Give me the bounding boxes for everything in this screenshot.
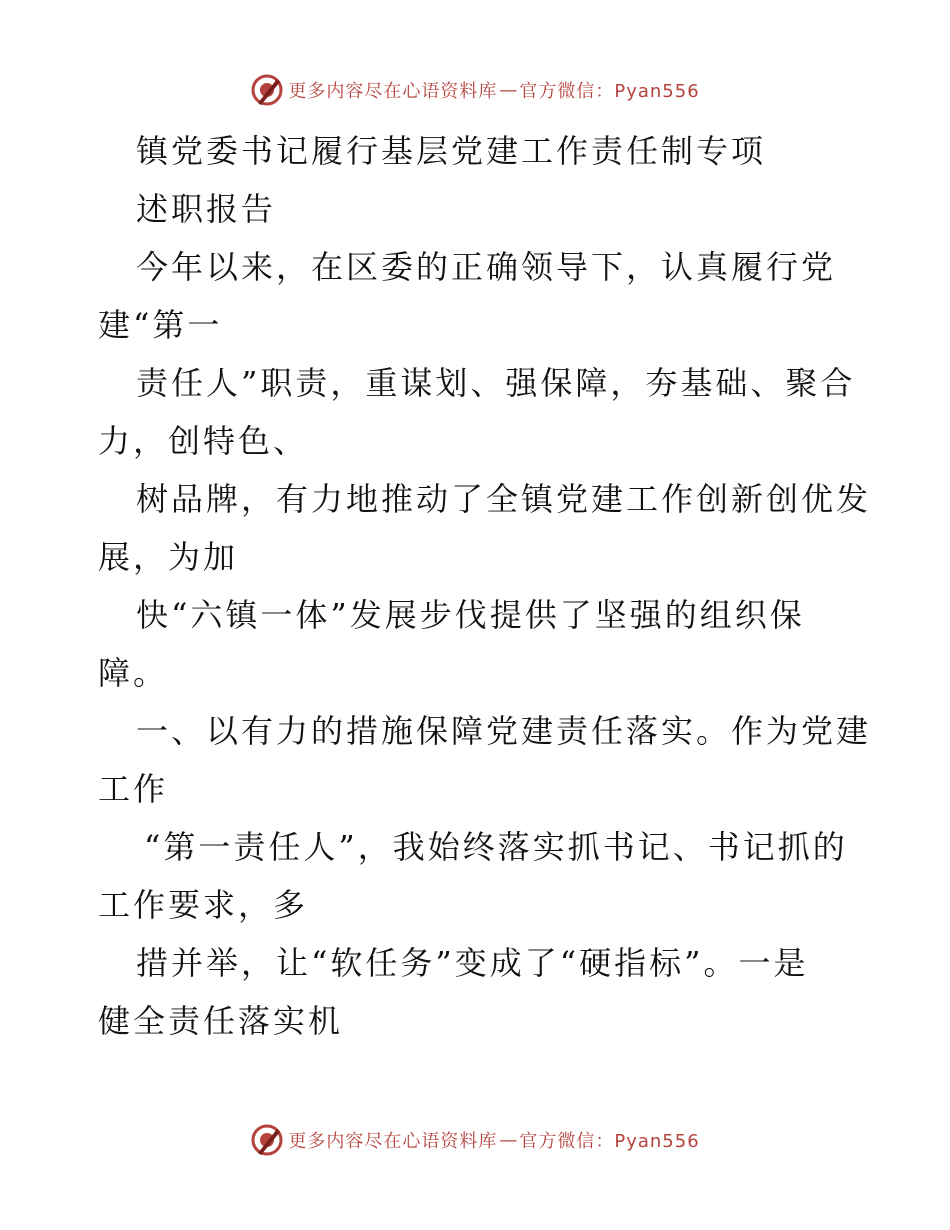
footer-banner [0,1120,950,1160]
section-heading-line: 一、以有力的措施保障党建责任落实。作为党建 [136,712,872,750]
paragraph-line: 工作 [98,770,169,808]
quill-seal-icon [250,1123,284,1157]
header-banner [0,70,950,110]
doc-title-line-2: 述职报告 [136,190,277,228]
paragraph-line: 树品牌，有力地推动了全镇党建工作创新创优发 [136,480,872,518]
paragraph-line: 今年以来，在区委的正确领导下，认真履行党 [136,248,837,286]
paragraph-line: 障。 [98,654,169,692]
paragraph-line: “第一责任人”，我始终落实抓书记、书记抓的 [144,828,848,866]
quill-seal-icon [250,73,284,107]
paragraph-line: 责任人”职责，重谋划、强保障，夯基础、聚合 [136,364,856,402]
paragraph-line: 措并举，让“软任务”变成了“硬指标”。一是 [136,944,809,982]
paragraph-line: 快“六镇一体”发展步伐提供了坚强的组织保 [136,596,805,634]
paragraph-line: 展，为加 [98,538,239,576]
doc-title-line-1: 镇党委书记履行基层党建工作责任制专项 [136,132,767,170]
paragraph-line: 健全责任落实机 [98,1002,344,1040]
paragraph-line: 力，创特色、 [98,422,309,460]
banner-dash: — [499,1129,518,1151]
banner-wechat: 官方微信：Pyan556 [519,81,700,102]
paragraph-line: 工作要求，多 [98,886,309,924]
banner-dash: — [499,79,518,101]
banner-slogan: 更多内容尽在心语资料库 [288,81,498,102]
document-body [98,122,872,1050]
banner-wechat: 官方微信：Pyan556 [519,1131,700,1152]
banner-slogan: 更多内容尽在心语资料库 [288,1131,498,1152]
paragraph-line: 建“第一 [98,306,223,344]
